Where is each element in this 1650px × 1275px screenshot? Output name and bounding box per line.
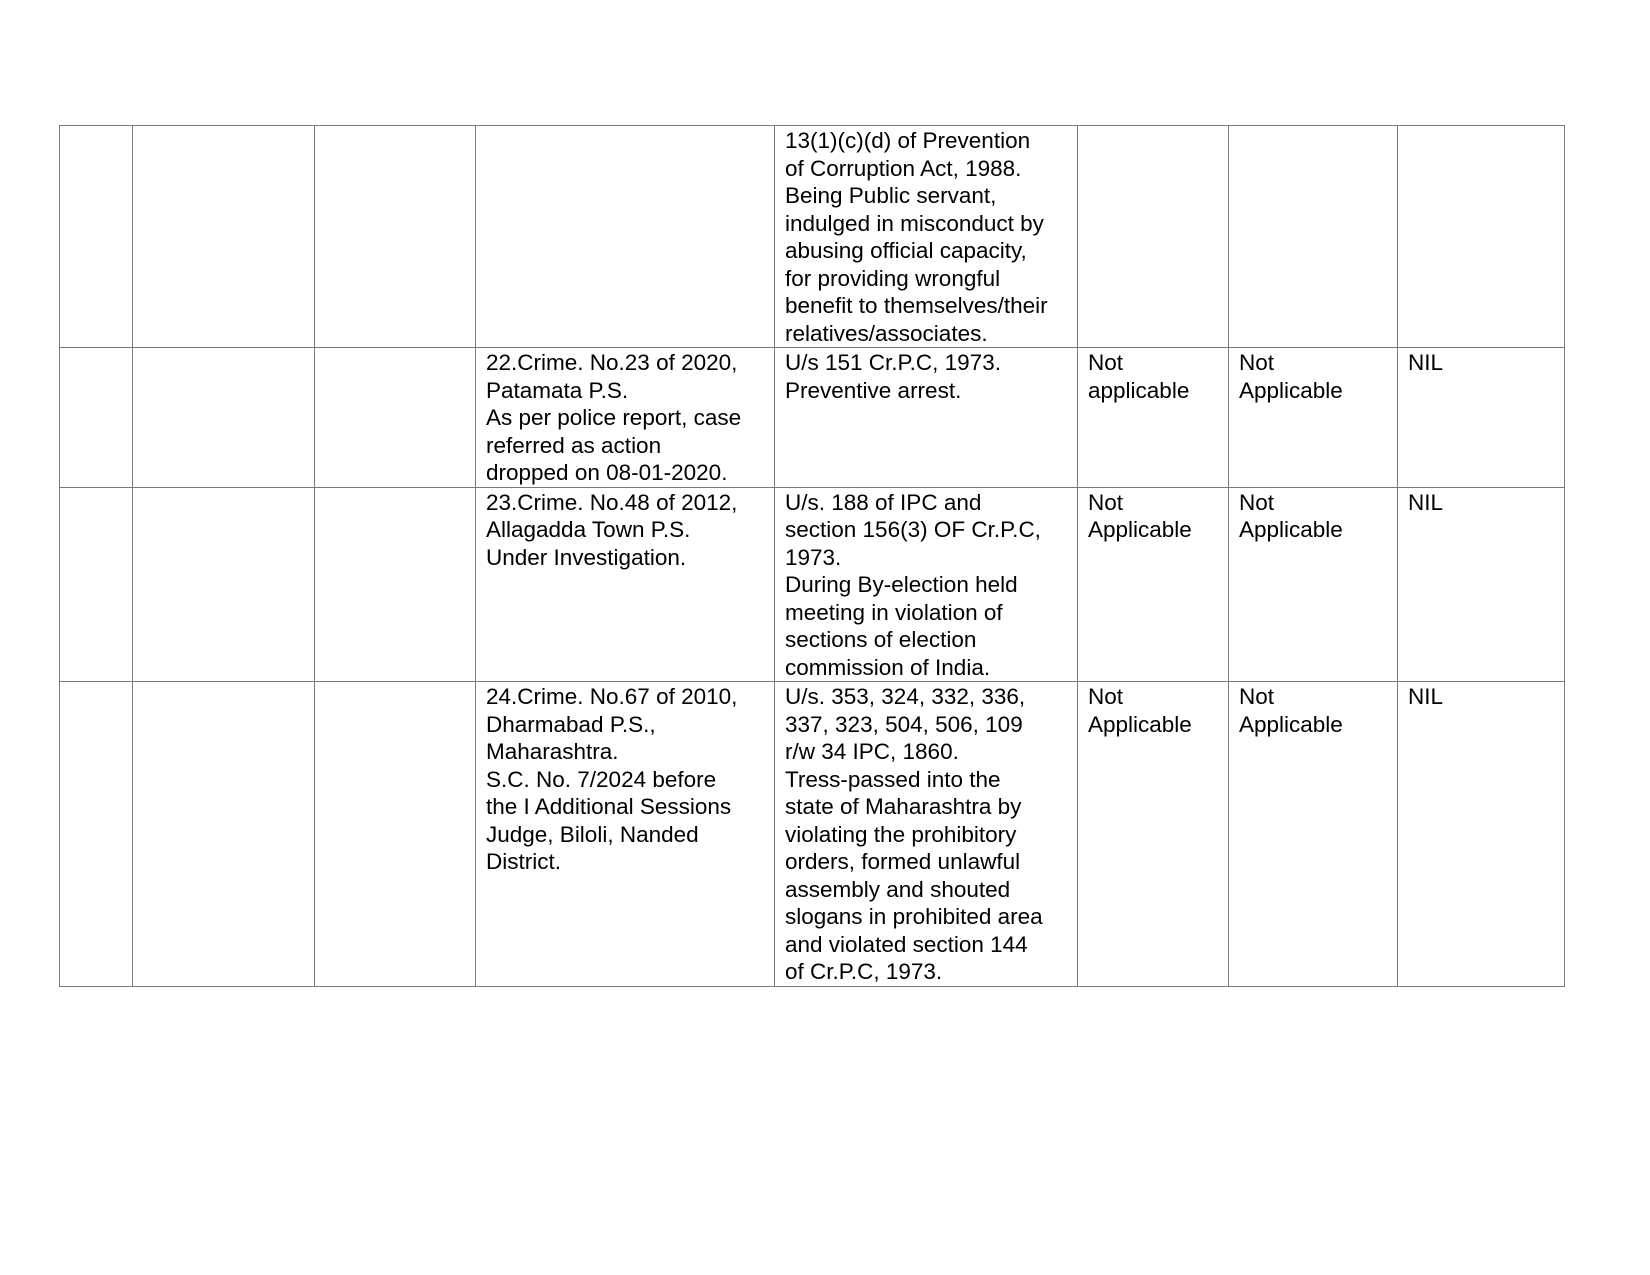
table-row xyxy=(60,487,1565,682)
table-row xyxy=(60,348,1565,488)
table-cell xyxy=(315,487,476,682)
case-details-cell: 22.Crime. No.23 of 2020, Patamata P.S. As per police report, case referred as action dropped on 08-01-2020. xyxy=(476,348,775,488)
applicability-cell: Not Applicable xyxy=(1229,487,1398,682)
case-details-cell xyxy=(476,126,775,348)
sections-cell: U/s. 353, 324, 332, 336, 337, 323, 504, 506, 109 r/w 34 IPC, 1860. Tress-passed into the state of Maharashtra by violating the prohibitory orders, formed unlawful assembly and shouted slogans in prohibited area and violated section 144 of Cr.P.C, 1973. xyxy=(775,682,1078,987)
table-cell xyxy=(315,126,476,348)
table-cell xyxy=(60,487,133,682)
table-cell xyxy=(60,682,133,987)
table-cell xyxy=(1078,126,1229,348)
sections-cell: U/s. 188 of IPC and section 156(3) OF Cr.P.C, 1973. During By-election held meeting in violation of sections of election commission of India. xyxy=(775,487,1078,682)
case-details-cell: 23.Crime. No.48 of 2012, Allagadda Town P.S. Under Investigation. xyxy=(476,487,775,682)
criminal-cases-table xyxy=(59,125,1565,987)
status-cell: NIL xyxy=(1398,487,1565,682)
status-cell: NIL xyxy=(1398,348,1565,488)
sections-cell: 13(1)(c)(d) of Prevention of Corruption Act, 1988. Being Public servant, indulged in misconduct by abusing official capacity, for providing wrongful benefit to themselves/their relatives/associates. xyxy=(775,126,1078,348)
table-cell xyxy=(1398,126,1565,348)
applicability-cell: Not Applicable xyxy=(1229,348,1398,488)
table-row xyxy=(60,682,1565,987)
table-cell xyxy=(315,682,476,987)
table-cell xyxy=(1229,126,1398,348)
table-cell xyxy=(60,348,133,488)
table-cell xyxy=(133,487,315,682)
table-cell xyxy=(133,126,315,348)
table-row xyxy=(60,126,1565,348)
case-details-cell: 24.Crime. No.67 of 2010, Dharmabad P.S., Maharashtra. S.C. No. 7/2024 before the I Additional Sessions Judge, Biloli, Nanded District. xyxy=(476,682,775,987)
table-cell xyxy=(133,682,315,987)
applicability-cell: Not Applicable xyxy=(1229,682,1398,987)
applicability-cell: Not Applicable xyxy=(1078,487,1229,682)
table-cell xyxy=(133,348,315,488)
sections-cell: U/s 151 Cr.P.C, 1973. Preventive arrest. xyxy=(775,348,1078,488)
applicability-cell: Not applicable xyxy=(1078,348,1229,488)
table-cell xyxy=(315,348,476,488)
table-cell xyxy=(60,126,133,348)
applicability-cell: Not Applicable xyxy=(1078,682,1229,987)
status-cell: NIL xyxy=(1398,682,1565,987)
